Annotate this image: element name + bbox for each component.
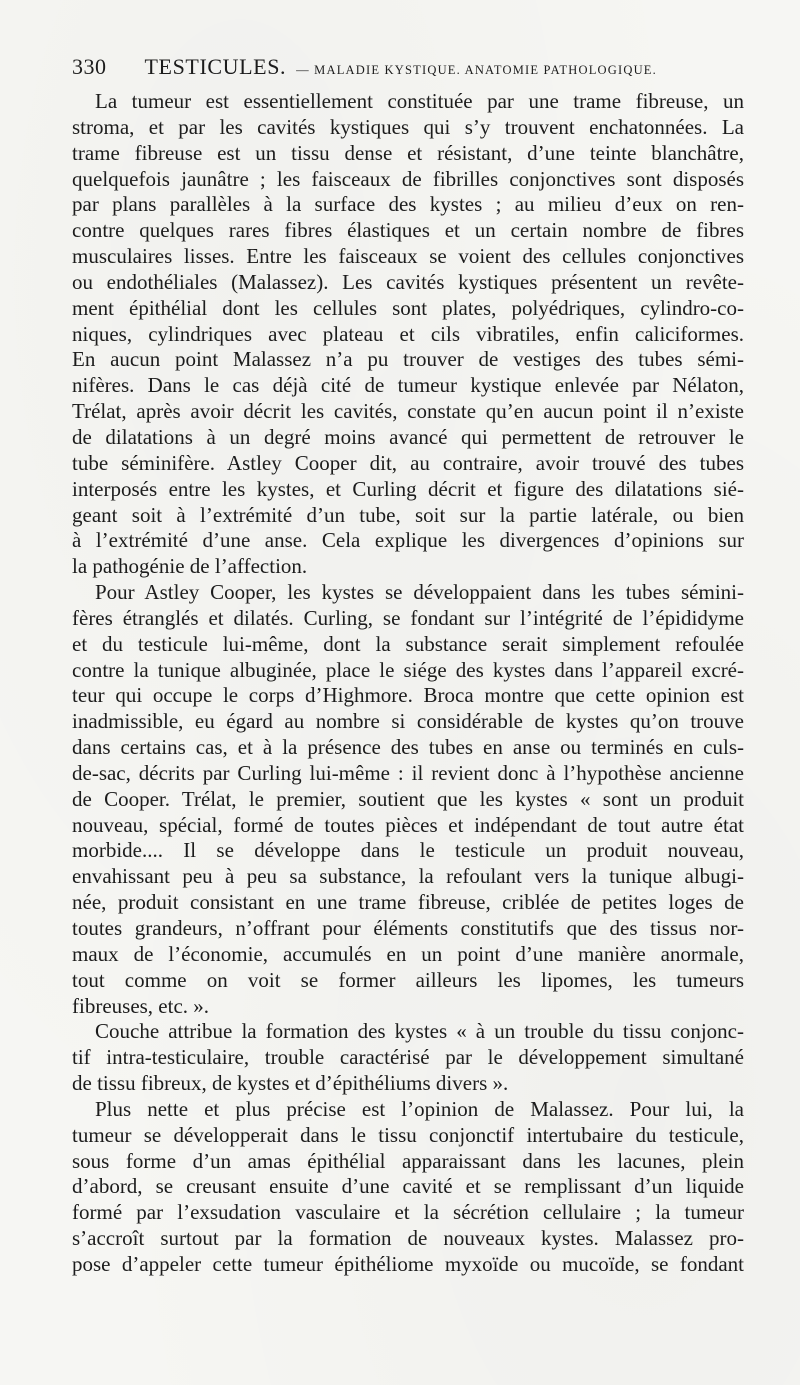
text-line: teur qui occupe le corps d’Highmore. Broca montre que cette opinion est — [72, 683, 744, 708]
text-line: pose d’appeler cette tumeur épithéliome myxoïde ou mucoïde, se fondant — [72, 1251, 744, 1276]
text-line: tumeur se développerait dans le tissu conjonctif intertubaire du testicule, — [72, 1122, 744, 1147]
text-line: interposés entre les kystes, et Curling décrit et figure des dilatations sié- — [72, 476, 744, 501]
text-line: ment épithélial dont les cellules sont plates, polyédriques, cylindro-co- — [72, 295, 744, 320]
text-line: morbide.... Il se développe dans le testicule un produit nouveau, — [72, 838, 744, 863]
text-line: de Cooper. Trélat, le premier, soutient que les kystes « sont un produit — [72, 786, 744, 811]
text-line: sous forme d’un amas épithélial apparaissant dans les lacunes, plein — [72, 1148, 744, 1173]
text-line: s’accroît surtout par la formation de nouveaux kystes. Malassez pro- — [72, 1226, 744, 1251]
text-line: de-sac, décrits par Curling lui-même : il revient donc à l’hypothèse ancienne — [72, 760, 744, 785]
text-line: musculaires lisses. Entre les faisceaux se voient des cellules conjonctives — [72, 244, 744, 269]
text-line: à l’extrémité d’une anse. Cela explique les divergences d’opinions sur — [72, 528, 744, 553]
body-text — [72, 89, 744, 1278]
text-line: En aucun point Malassez n’a pu trouver de vestiges des tubes sémi- — [72, 347, 744, 372]
text-line: fères étranglés et dilatés. Curling, se fondant sur l’intégrité de l’épididyme — [72, 605, 744, 630]
text-line: quelquefois jaunâtre ; les faisceaux de fibrilles conjonctives sont disposés — [72, 166, 744, 191]
text-line: la pathogénie de l’affection. — [72, 554, 308, 579]
text-line: niques, cylindriques avec plateau et cils vibratiles, enfin caliciformes. — [72, 321, 744, 346]
text-line: par plans parallèles à la surface des kystes ; au milieu d’eux on ren- — [72, 192, 744, 217]
text-line: ou endothéliales (Malassez). Les cavités kystiques présentent un revête- — [72, 269, 744, 294]
text-line: tif intra-testiculaire, trouble caractérisé par le développement simultané — [72, 1045, 744, 1070]
text-line: geant soit à l’extrémité d’un tube, soit sur la partie latérale, ou bien — [72, 502, 744, 527]
text-line: envahissant peu à peu sa substance, la refoulant vers la tunique albugi- — [72, 864, 744, 889]
text-line: tube séminifère. Astley Cooper dit, au contraire, avoir trouvé des tubes — [72, 450, 744, 475]
running-header — [72, 54, 752, 84]
text-line: et du testicule lui-même, dont la substance serait simplement refoulée — [72, 631, 744, 656]
text-line: née, produit consistant en une trame fibreuse, criblée de petites loges de — [72, 890, 744, 915]
text-line: de dilatations à un degré moins avancé qui permettent de retrouver le — [72, 424, 744, 449]
page-number: 330 — [72, 54, 107, 79]
text-line: Plus nette et plus précise est l’opinion de Malassez. Pour lui, la — [95, 1096, 744, 1121]
text-line: trame fibreuse est un tissu dense et résistant, d’une teinte blanchâtre, — [72, 140, 744, 165]
text-line: Couche attribue la formation des kystes « à un trouble du tissu conjonc- — [95, 1019, 744, 1044]
text-line: contre quelques rares fibres élastiques et un certain nombre de fibres — [72, 218, 744, 243]
text-line: nouveau, spécial, formé de toutes pièces et indépendant de tout autre état — [72, 812, 744, 837]
text-line: formé par l’exsudation vasculaire et la sécrétion cellulaire ; la tumeur — [72, 1200, 744, 1225]
text-line: de tissu fibreux, de kystes et d’épithéliums divers ». — [72, 1071, 509, 1096]
text-line: toutes grandeurs, n’offrant pour éléments constitutifs que des tissus nor- — [72, 916, 744, 940]
text-line: Pour Astley Cooper, les kystes se développaient dans les tubes sémini- — [95, 580, 744, 605]
text-line: stroma, et par les cavités kystiques qui s’y trouvent enchatonnées. La — [72, 114, 744, 139]
text-line: La tumeur est essentiellement constituée par une trame fibreuse, un — [95, 89, 744, 113]
running-subtitle: — MALADIE KYSTIQUE. ANATOMIE PATHOLOGIQUE. — [296, 63, 657, 77]
text-line: fibreuses, etc. ». — [72, 993, 210, 1018]
text-line: Trélat, après avoir décrit les cavités, constate qu’en aucun point il n’existe — [72, 399, 744, 424]
text-line: maux de l’économie, accumulés en un point d’une manière anormale, — [72, 941, 744, 966]
text-line: dans certains cas, et à la présence des tubes en anse ou terminés en culs- — [72, 735, 744, 760]
text-line: d’abord, se creusant ensuite d’une cavité et se remplissant d’un liquide — [72, 1174, 744, 1199]
text-line: nifères. Dans le cas déjà cité de tumeur kystique enlevée par Nélaton, — [72, 373, 744, 398]
text-line: tout comme on voit se former ailleurs les lipomes, les tumeurs — [72, 967, 744, 992]
text-line: inadmissible, eu égard au nombre si considérable de kystes qu’on trouve — [72, 709, 744, 734]
running-title: TESTICULES. — [144, 54, 287, 79]
text-line: contre la tunique albuginée, place le siége des kystes dans l’appareil excré- — [72, 657, 744, 682]
